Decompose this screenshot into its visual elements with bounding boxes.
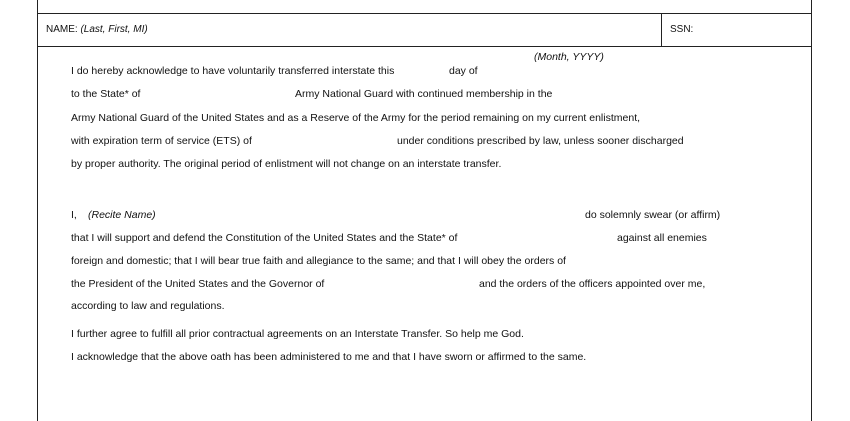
ssn-field[interactable] — [700, 26, 806, 40]
oath-line3: foreign and domestic; that I will bear true faith and allegiance to the same; and that I will obey the orders of — [71, 255, 566, 267]
name-label-prefix: NAME: — [46, 24, 81, 35]
closing-line2: I acknowledge that the above oath has been administered to me and that I have sworn or affirmed to the same. — [71, 351, 587, 363]
ssn-divider — [661, 13, 662, 46]
name-label-hint: (Last, First, MI) — [80, 24, 148, 35]
oath-line2-b: against all enemies — [617, 232, 707, 244]
transfer-line2-b: Army National Guard with continued membership in the — [295, 88, 553, 100]
transfer-line3: Army National Guard of the United States and as a Reserve of the Army for the period remaining on my current enlistment, — [71, 112, 641, 124]
transfer-state-field[interactable] — [152, 87, 290, 101]
recite-name-hint: (Recite Name) — [88, 209, 156, 221]
transfer-line1-a: I do hereby acknowledge to have voluntarily transferred interstate this — [71, 65, 395, 77]
transfer-line4-b: under conditions prescribed by law, unless sooner discharged — [397, 135, 684, 147]
oath-line2-a: that I will support and defend the Constitution of the United States and the State* of — [71, 232, 458, 244]
oath-line1-b: do solemnly swear (or affirm) — [585, 209, 721, 221]
name-field[interactable] — [160, 26, 655, 40]
oath-line5: according to law and regulations. — [71, 300, 225, 312]
oath-line4-b: and the orders of the officers appointed over me, — [479, 278, 706, 290]
transfer-line5: by proper authority. The original period of enlistment will not change on an interstate transfer. — [71, 158, 502, 170]
governor-field[interactable] — [330, 277, 474, 291]
oath-line4-a: the President of the United States and the Governor of — [71, 278, 325, 290]
recite-name-field[interactable] — [165, 208, 575, 222]
top-rule — [37, 13, 812, 14]
ets-field[interactable] — [256, 134, 392, 148]
transfer-line2-a: to the State* of — [71, 88, 141, 100]
month-year-field[interactable] — [484, 64, 674, 78]
transfer-line4-a: with expiration term of service (ETS) of — [71, 135, 252, 147]
transfer-line1-b: day of — [449, 65, 478, 77]
day-field[interactable] — [400, 64, 444, 78]
oath-line1-a: I, — [71, 209, 77, 221]
month-yyyy-hint: (Month, YYYY) — [534, 51, 604, 63]
closing-line1: I further agree to fulfill all prior contractual agreements on an Interstate Transfer. So help me God. — [71, 328, 524, 340]
oath-state-field[interactable] — [470, 231, 612, 245]
ssn-label: SSN: — [670, 24, 694, 35]
header-bottom-rule — [37, 46, 812, 47]
name-label — [46, 24, 148, 36]
